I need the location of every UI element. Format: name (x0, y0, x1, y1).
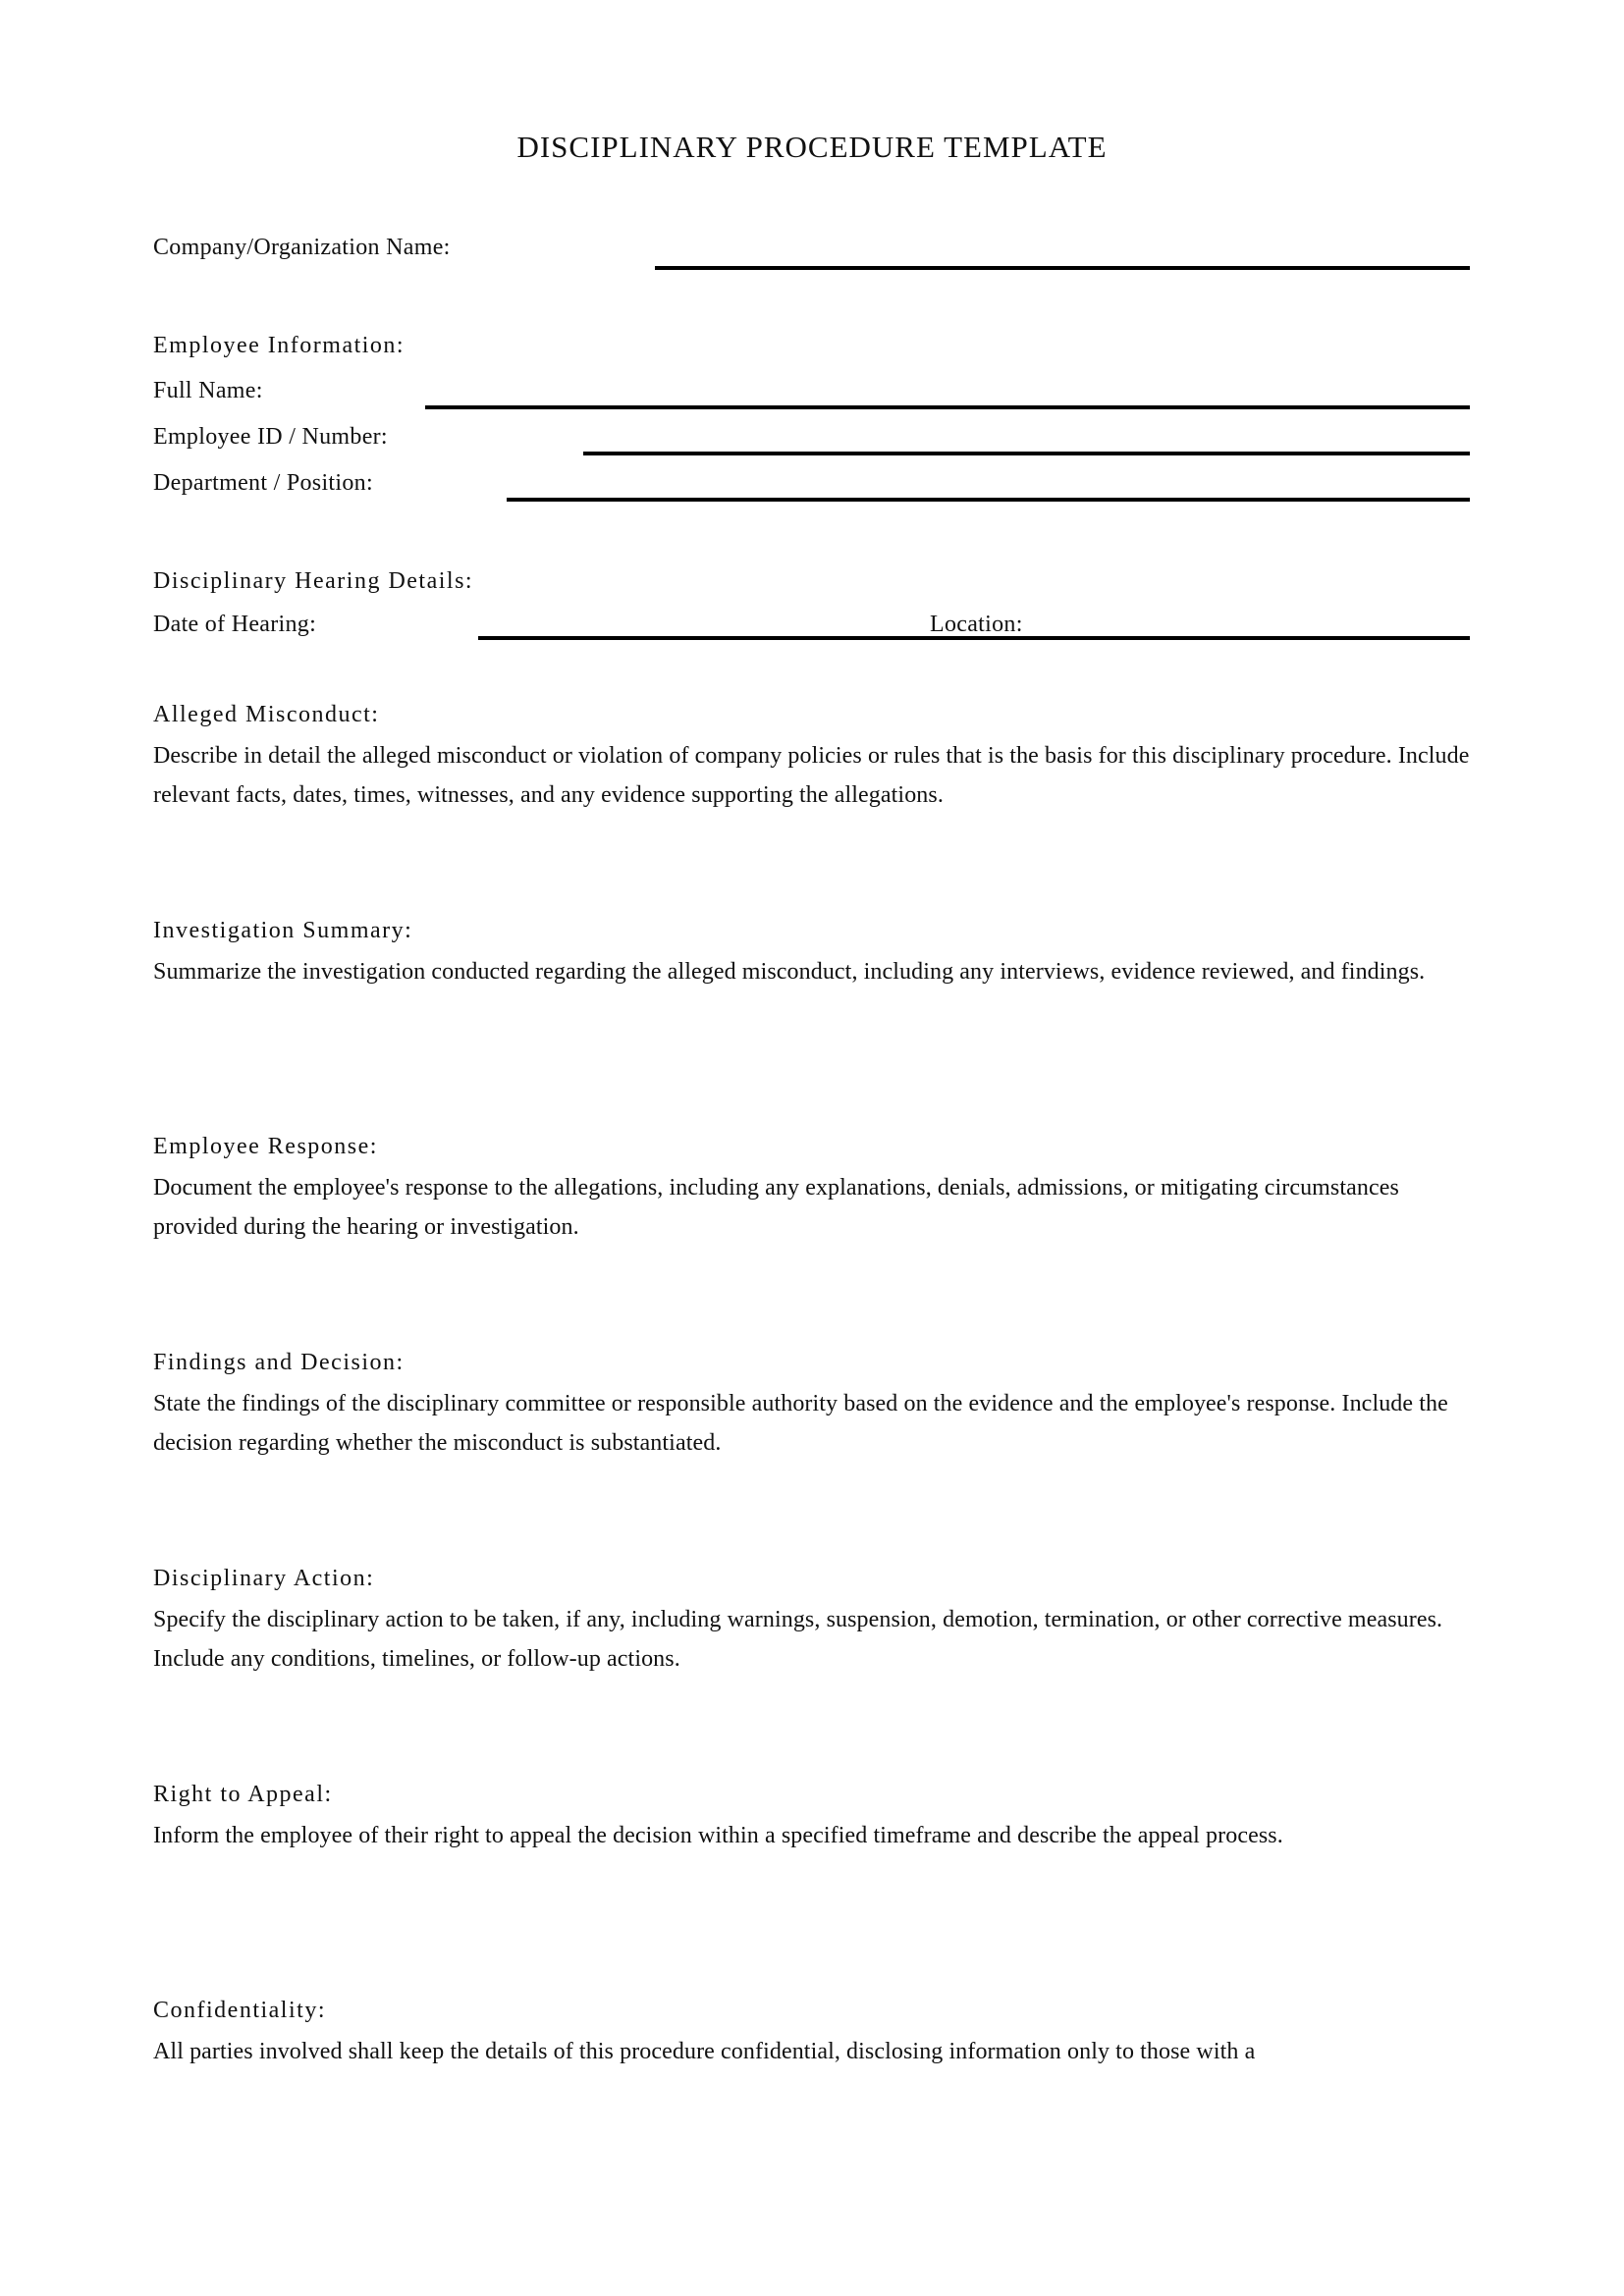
date-of-hearing-label: Date of Hearing: (153, 612, 317, 637)
hearing-details-heading: Disciplinary Hearing Details: (153, 568, 474, 594)
department-position-field-line[interactable] (507, 498, 1470, 502)
department-position-label: Department / Position: (153, 470, 373, 496)
document-title: DISCIPLINARY PROCEDURE TEMPLATE (516, 130, 1108, 164)
alleged-misconduct-body: Describe in detail the alleged misconduct or violation of company policies or rules that is the basis for this disciplinary procedure. Include relevant facts, dates, times, witnesses, and any evidence supporting the allegations. (153, 743, 1470, 808)
investigation-summary-body: Summarize the investigation conducted regarding the alleged misconduct, including any interviews, evidence reviewed, and findings. (153, 959, 1426, 985)
findings-decision-heading: Findings and Decision: (153, 1350, 405, 1375)
disciplinary-action-heading: Disciplinary Action: (153, 1566, 375, 1591)
right-to-appeal-body: Inform the employee of their right to appeal the decision within a specified timeframe and describe the appeal process. (153, 1823, 1283, 1848)
right-to-appeal-heading: Right to Appeal: (153, 1782, 333, 1807)
investigation-summary-heading: Investigation Summary: (153, 918, 413, 943)
employee-response-body: Document the employee's response to the allegations, including any explanations, denials, admissions, or mitigating circumstances provided during the hearing or investigation. (153, 1175, 1399, 1240)
full-name-field-line[interactable] (425, 405, 1470, 409)
employee-information-heading: Employee Information: (153, 333, 406, 358)
confidentiality-heading: Confidentiality: (153, 1998, 326, 2023)
company-name-field-line[interactable] (655, 266, 1470, 270)
hearing-date-location-field-line[interactable] (478, 636, 1470, 640)
full-name-label: Full Name: (153, 378, 263, 403)
disciplinary-action-body: Specify the disciplinary action to be taken, if any, including warnings, suspension, demotion, termination, or other corrective measures. Include any conditions, timelines, or follow-up actions. (153, 1607, 1443, 1672)
employee-id-field-line[interactable] (583, 452, 1470, 455)
findings-decision-body: State the findings of the disciplinary committee or responsible authority based on the evidence and the employee's response. Include the decision regarding whether the misconduct is substantiated. (153, 1391, 1448, 1456)
confidentiality-body: All parties involved shall keep the details of this procedure confidential, disclosing information only to those with a (153, 2039, 1256, 2064)
location-label: Location: (930, 612, 1023, 637)
employee-id-label: Employee ID / Number: (153, 424, 388, 450)
alleged-misconduct-heading: Alleged Misconduct: (153, 702, 380, 727)
company-name-label: Company/Organization Name: (153, 235, 451, 260)
employee-response-heading: Employee Response: (153, 1134, 378, 1159)
